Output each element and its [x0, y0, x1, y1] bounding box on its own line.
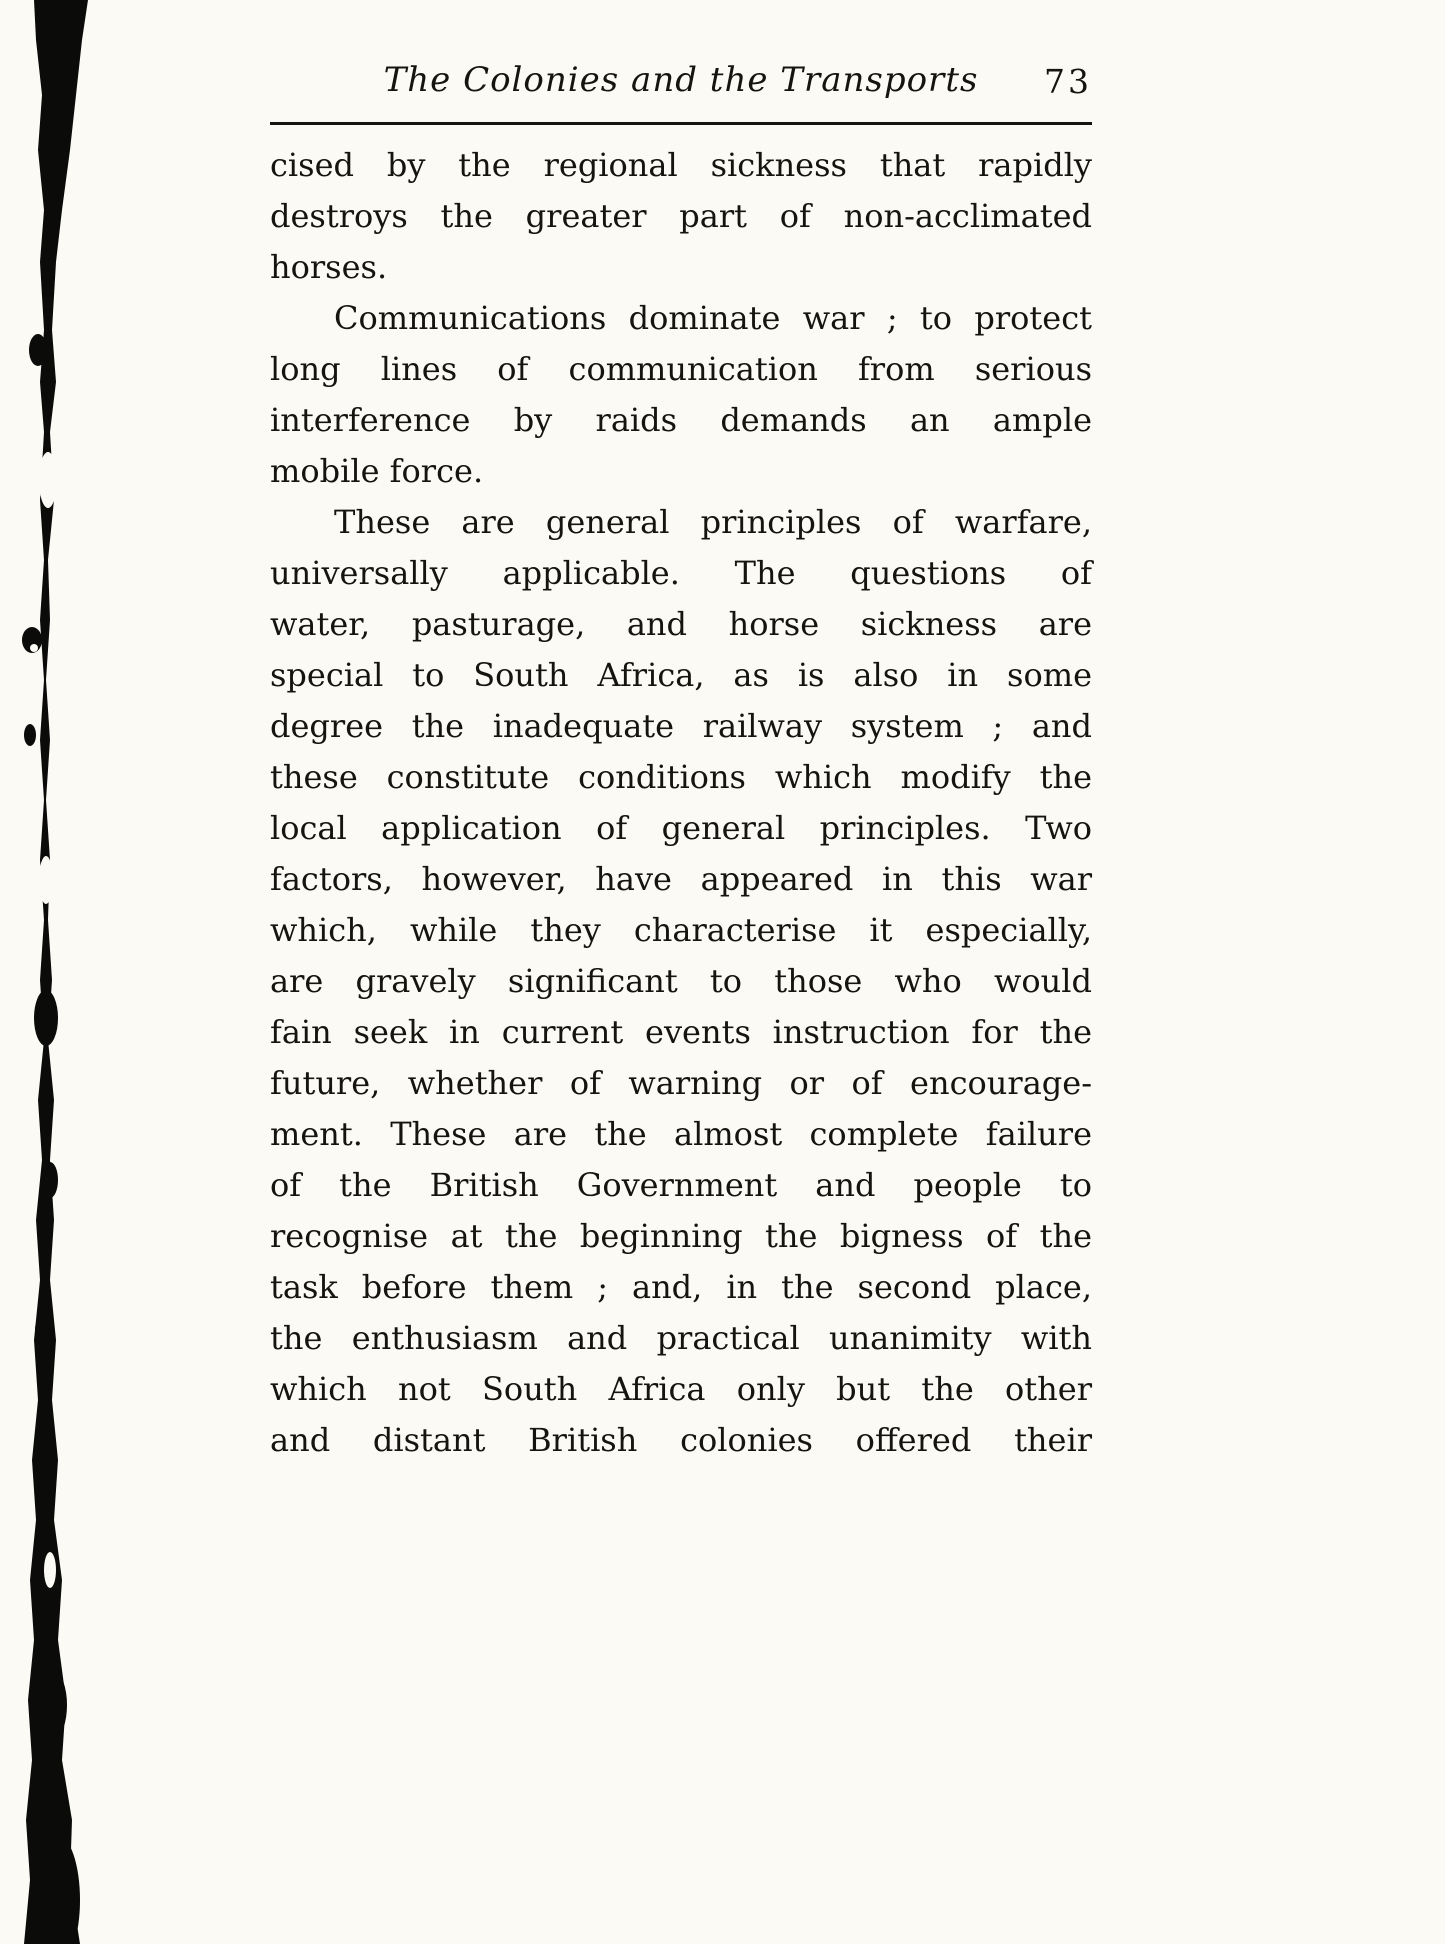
- text-column: [270, 0, 1092, 1466]
- body-text: [270, 140, 1092, 1466]
- text-line: special to South Africa, as is also in some: [270, 656, 1092, 694]
- text-line: and distant British colonies offered their: [270, 1421, 1092, 1459]
- text-line: these constitute conditions which modify the: [270, 758, 1092, 796]
- text-line: water, pasturage, and horse sickness are: [270, 605, 1092, 643]
- text-line: are gravely significant to those who would: [270, 962, 1092, 1000]
- binding-edge-artifact: [0, 0, 110, 1944]
- running-header-title: The Colonies and the Transports: [383, 60, 979, 100]
- header-rule: [270, 122, 1092, 125]
- text-line: local application of general principles. Two: [270, 809, 1092, 847]
- text-line: factors, however, have appeared in this war: [270, 860, 1092, 898]
- text-line: of the British Government and people to: [270, 1166, 1092, 1204]
- text-line: universally applicable. The questions of: [270, 554, 1092, 592]
- text-line: ment. These are the almost complete failure: [270, 1115, 1092, 1153]
- text-line: which not South Africa only but the other: [270, 1370, 1092, 1408]
- text-line: which, while they characterise it especially,: [270, 911, 1092, 949]
- text-line: These are general principles of warfare,: [334, 503, 1092, 541]
- text-line: long lines of communication from serious: [270, 350, 1092, 388]
- page-number: 73: [1044, 62, 1092, 101]
- text-line: cised by the regional sickness that rapidly: [270, 146, 1092, 184]
- text-line: interference by raids demands an ample: [270, 401, 1092, 439]
- text-line: future, whether of warning or of encourage-: [270, 1064, 1092, 1102]
- text-line: horses.: [270, 248, 388, 286]
- text-line: recognise at the beginning the bigness of the: [270, 1217, 1092, 1255]
- text-line: degree the inadequate railway system ; and: [270, 707, 1092, 745]
- text-line: the enthusiasm and practical unanimity with: [270, 1319, 1092, 1357]
- text-line: fain seek in current events instruction for the: [270, 1013, 1092, 1051]
- text-line: mobile force.: [270, 452, 484, 490]
- running-header: [270, 60, 1092, 108]
- text-line: Communications dominate war ; to protect: [334, 299, 1092, 337]
- text-line: destroys the greater part of non-acclimated: [270, 197, 1092, 235]
- text-line: task before them ; and, in the second place,: [270, 1268, 1092, 1306]
